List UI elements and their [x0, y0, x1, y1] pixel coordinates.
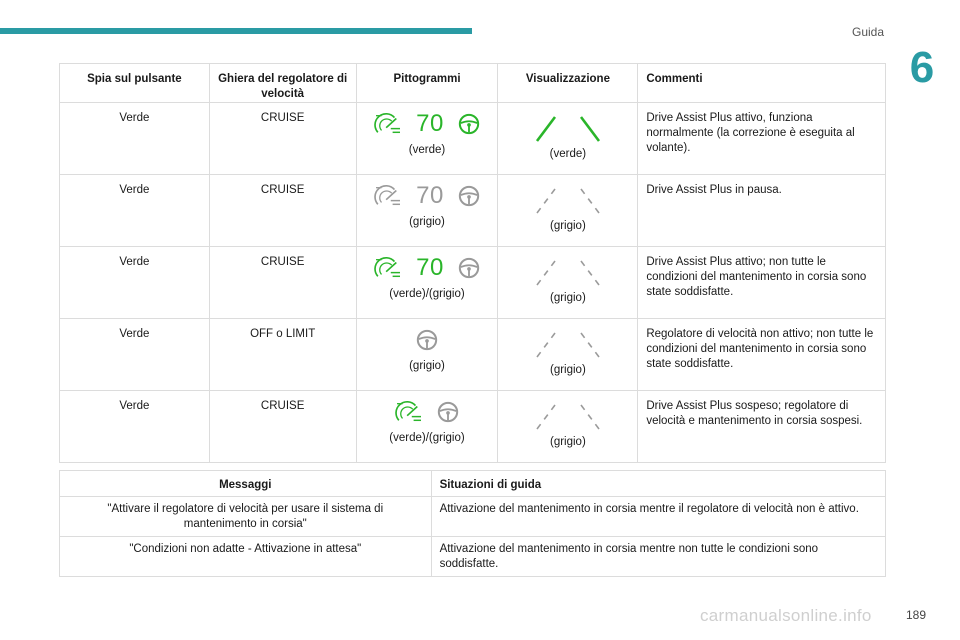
cell-messaggio: "Attivare il regolatore di velocità per usare il sistema di mantenimento in corsia" — [60, 497, 432, 537]
table-header-row — [60, 64, 886, 103]
cell-commenti: Drive Assist Plus sospeso; regolatore di velocità e mantenimento in corsia sospesi. — [638, 391, 886, 463]
cell-visualizzazione — [498, 319, 638, 391]
section-title: Guida — [851, 25, 885, 39]
table-row — [60, 247, 886, 319]
visual-label: (grigio) — [549, 292, 586, 304]
cell-visualizzazione — [498, 247, 638, 319]
chapter-number: 6 — [909, 43, 935, 92]
table-header-row — [60, 471, 886, 497]
cell-ghiera: CRUISE — [209, 391, 356, 463]
speedometer-icon — [374, 256, 402, 280]
steering-wheel-icon — [437, 401, 459, 423]
cell-visualizzazione — [498, 175, 638, 247]
cell-ghiera: CRUISE — [209, 175, 356, 247]
speed-value: 70 — [416, 254, 444, 281]
col-header-visualizzazione: Visualizzazione — [498, 64, 638, 103]
col-header-messaggi: Messaggi — [60, 471, 432, 497]
visual-label: (grigio) — [549, 364, 586, 376]
cell-visualizzazione — [498, 103, 638, 175]
cell-pittogrammi — [356, 103, 498, 175]
cell-ghiera: CRUISE — [209, 247, 356, 319]
cell-pittogrammi — [356, 247, 498, 319]
col-header-spia: Spia sul pulsante — [60, 64, 210, 103]
steering-wheel-icon — [458, 257, 480, 279]
picto-label: (verde) — [408, 144, 446, 156]
speed-value: 70 — [416, 182, 444, 209]
cell-pittogrammi — [356, 319, 498, 391]
picto-label: (verde)/(grigio) — [389, 288, 465, 300]
steering-wheel-icon — [458, 113, 480, 135]
col-header-commenti: Commenti — [638, 64, 886, 103]
cell-commenti: Regolatore di velocità non attivo; non tutte le condizioni del mantenimento in corsia sono state soddisfatte. — [638, 319, 886, 391]
drive-assist-table — [59, 63, 886, 463]
speedometer-icon — [395, 400, 423, 424]
visual-label: (grigio) — [549, 220, 586, 232]
cell-spia: Verde — [60, 319, 210, 391]
cell-ghiera: CRUISE — [209, 103, 356, 175]
cell-pittogrammi — [356, 391, 498, 463]
speed-value: 70 — [416, 110, 444, 137]
lane-lines-icon — [498, 185, 637, 219]
watermark: carmanualsonline.info — [700, 606, 872, 625]
table-row — [60, 103, 886, 175]
cell-ghiera: OFF o LIMIT — [209, 319, 356, 391]
visual-label: (verde) — [549, 148, 587, 160]
table-row — [60, 319, 886, 391]
cell-messaggio: "Condizioni non adatte - Attivazione in attesa" — [60, 537, 432, 577]
cell-commenti: Drive Assist Plus in pausa. — [638, 175, 886, 247]
table-row — [60, 497, 886, 537]
table-row — [60, 391, 886, 463]
cell-pittogrammi — [356, 175, 498, 247]
page-number: 189 — [905, 608, 926, 622]
col-header-situazioni: Situazioni di guida — [431, 471, 885, 497]
cell-commenti: Drive Assist Plus attivo; non tutte le condizioni del mantenimento in corsia sono state soddisfatte. — [638, 247, 886, 319]
cell-spia: Verde — [60, 247, 210, 319]
table-row — [60, 537, 886, 577]
cell-spia: Verde — [60, 175, 210, 247]
picto-label: (verde)/(grigio) — [389, 432, 465, 444]
cell-commenti: Drive Assist Plus attivo, funziona normalmente (la correzione è eseguita al volante). — [638, 103, 886, 175]
picto-label: (grigio) — [409, 216, 445, 228]
col-header-ghiera: Ghiera del regolatore di velocità — [209, 64, 356, 103]
lane-lines-icon — [498, 257, 637, 291]
lane-lines-icon — [498, 329, 637, 363]
cell-situazione: Attivazione del mantenimento in corsia mentre non tutte le condizioni sono soddisfatte. — [431, 537, 885, 577]
lane-lines-icon — [498, 113, 637, 147]
picto-label: (grigio) — [409, 360, 445, 372]
cell-situazione: Attivazione del mantenimento in corsia mentre il regolatore di velocità non è attivo. — [431, 497, 885, 537]
cell-spia: Verde — [60, 391, 210, 463]
lane-lines-icon — [498, 401, 637, 435]
visual-label: (grigio) — [549, 436, 586, 448]
steering-wheel-icon — [458, 185, 480, 207]
speedometer-icon — [374, 112, 402, 136]
col-header-pittogrammi: Pittogrammi — [356, 64, 498, 103]
table-row — [60, 175, 886, 247]
messages-table — [59, 470, 886, 577]
speedometer-icon — [374, 184, 402, 208]
cell-visualizzazione — [498, 391, 638, 463]
cell-spia: Verde — [60, 103, 210, 175]
top-accent-bar — [0, 28, 472, 34]
steering-wheel-icon — [416, 329, 438, 351]
